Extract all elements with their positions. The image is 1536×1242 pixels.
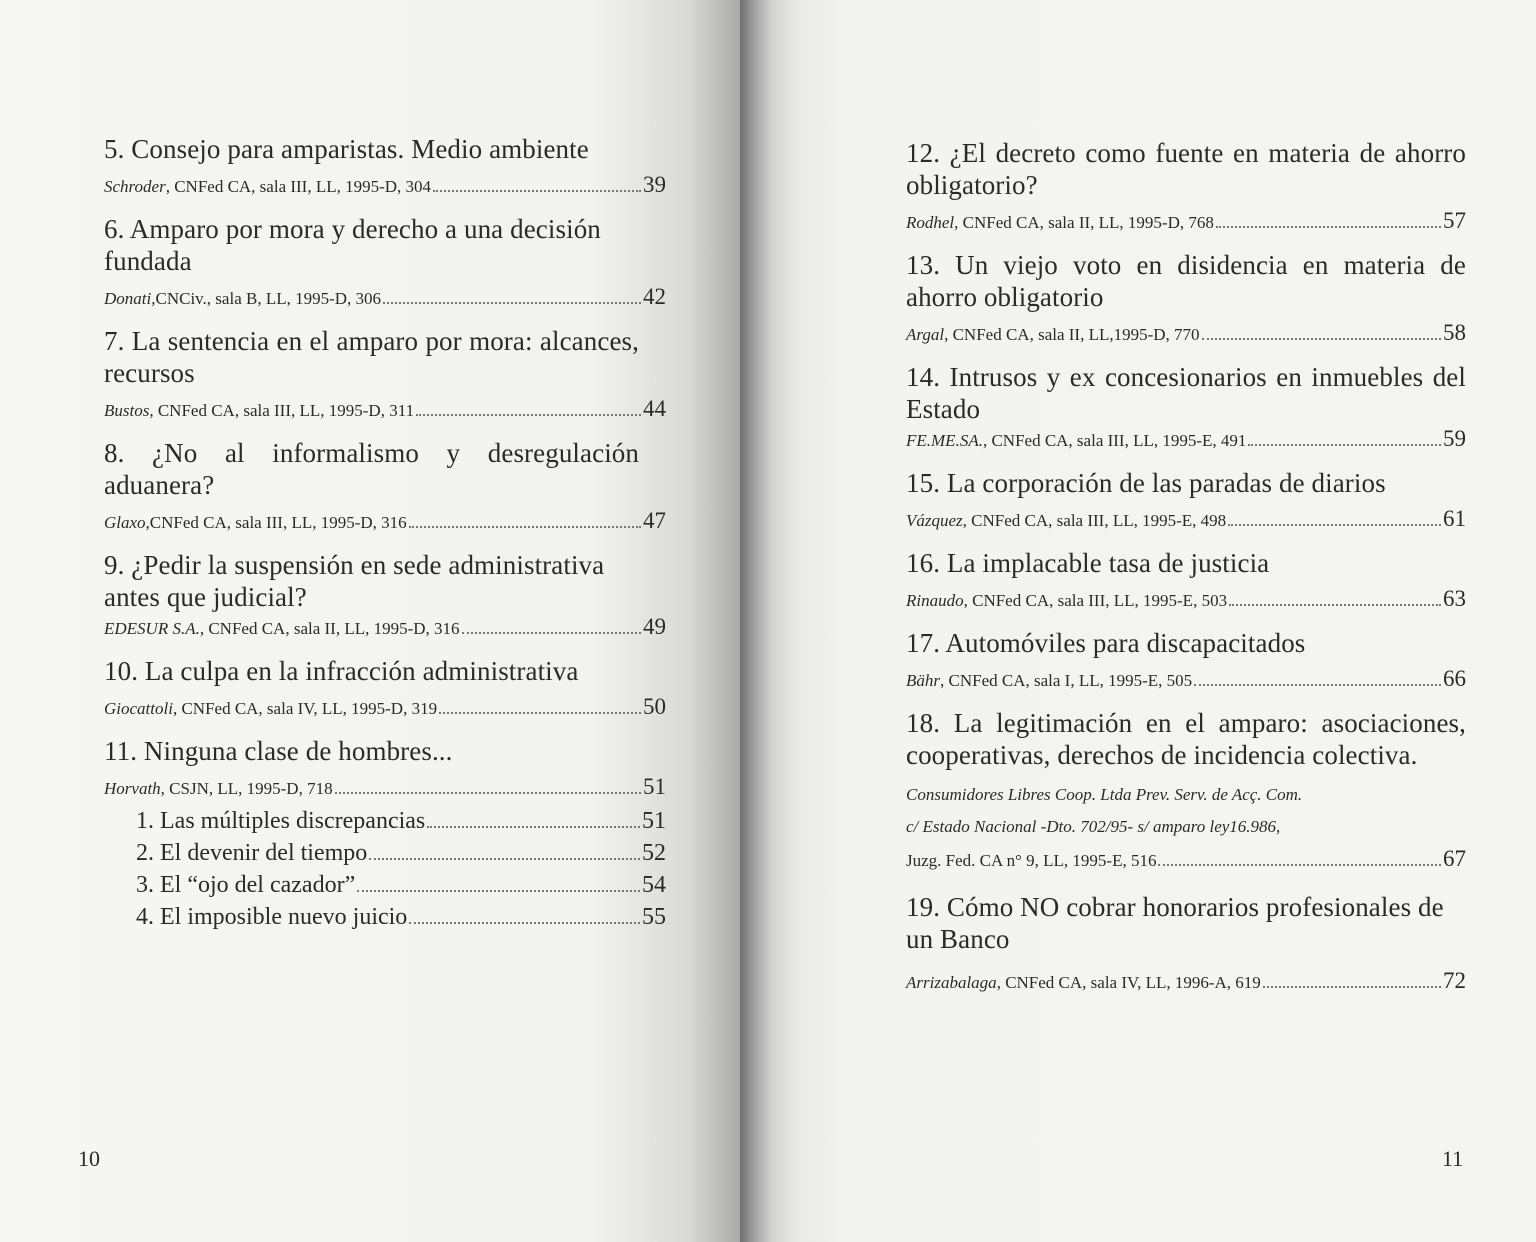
page-number: 52	[642, 840, 666, 866]
page-number: 55	[642, 904, 666, 930]
citation-text: CNFed CA, sala III, LL, 1995-D, 316	[149, 513, 407, 532]
case-name: EDESUR S.A.	[104, 619, 200, 638]
entry-title: 18. La legitimación en el amparo: asociaciones, cooperativas, derechos de incidencia colectiva.	[906, 708, 1466, 770]
entry-citation	[906, 321, 1466, 347]
page-number: 72	[1443, 968, 1466, 993]
citation-text: Juzg. Fed. CA n° 9, LL, 1995-E, 516	[906, 851, 1157, 870]
toc-subitem	[104, 901, 666, 933]
citation-text: , CNFed CA, sala IV, LL, 1995-D, 319	[172, 699, 438, 718]
entry-citation	[906, 667, 1466, 693]
page-number: 63	[1443, 586, 1466, 611]
dot-leader	[1194, 684, 1441, 686]
case-name: Bustos	[104, 401, 150, 420]
dot-leader	[1263, 986, 1441, 988]
dot-leader	[433, 190, 641, 192]
right-toc-column	[906, 137, 1466, 995]
entry-citation	[906, 507, 1466, 533]
citation-text: , CNFed CA, sala III, LL, 1995-E, 491	[982, 431, 1247, 450]
case-name: Glaxo,	[104, 513, 150, 532]
entry-title: 12. ¿El decreto como fuente en materia de ahorro obligatorio?	[906, 138, 1466, 200]
case-name: Bähr	[906, 671, 940, 690]
citation-text: , CNFed CA, sala I, LL, 1995-E, 505	[940, 671, 1193, 690]
page-number: 67	[1443, 846, 1466, 871]
page-number: 54	[642, 872, 666, 898]
citation-text: , CSJN, LL, 1995-D, 718	[160, 779, 333, 798]
case-name: Argal	[906, 325, 945, 344]
dot-leader	[439, 712, 641, 714]
page-number: 50	[643, 694, 666, 719]
dot-leader	[427, 826, 640, 828]
dot-leader	[1202, 338, 1441, 340]
dot-leader	[369, 858, 640, 860]
toc-entry-17	[906, 627, 1466, 693]
entry-citation	[906, 427, 1466, 453]
entry-title: 17. Automóviles para discapacitados	[906, 628, 1306, 658]
toc-entry-10	[104, 655, 666, 721]
citation-text: , CNFed CA, sala III, LL, 1995-D, 311	[149, 401, 415, 420]
citation-text: , CNFed CA, sala III, LL, 1995-E, 503	[963, 591, 1228, 610]
citation-text: , CNFed CA, sala IV, LL, 1996-A, 619	[996, 973, 1261, 992]
page-number: 47	[643, 508, 666, 533]
toc-entry-7	[104, 325, 666, 423]
dot-leader	[409, 922, 640, 924]
citation-text: , CNFed CA, sala II, LL, 1995-D, 768	[954, 213, 1214, 232]
case-name: Schroder	[104, 177, 166, 196]
citation-text: , CNFed CA, sala III, LL, 1995-D, 304	[165, 177, 432, 196]
toc-entry-14	[906, 361, 1466, 453]
case-name: Arrizabalaga	[906, 973, 997, 992]
toc-entry-8	[104, 437, 666, 535]
citation-text: , CNFed CA, sala III, LL, 1995-E, 498	[962, 511, 1227, 530]
entry-title: 9. ¿Pedir la suspensión en sede administrativa antes que judicial?	[104, 550, 605, 612]
page-number: 49	[643, 614, 666, 639]
entry-title: 6. Amparo por mora y derecho a una decisión fundada	[104, 214, 601, 276]
page-number: 44	[643, 396, 666, 421]
dot-leader	[1158, 864, 1441, 866]
page-number-right: 11	[1442, 1146, 1464, 1171]
entry-title: 14. Intrusos y ex concesionarios en inmuebles del Estado	[906, 362, 1466, 424]
toc-entry-11	[104, 735, 666, 801]
entry-citation	[104, 397, 666, 423]
toc-subitem	[104, 805, 666, 837]
right-page	[740, 0, 1536, 1242]
dot-leader	[357, 890, 640, 892]
subitem-label: 4. El imposible nuevo juicio	[136, 904, 408, 930]
citation-text: CNCiv., sala B, LL, 1995-D, 306	[155, 289, 382, 308]
entry-citation	[104, 285, 666, 311]
page-number: 59	[1443, 426, 1466, 451]
page-number: 51	[642, 808, 666, 834]
entry-citation	[906, 779, 1466, 877]
case-name: Rinaudo	[906, 591, 964, 610]
entry-title: 13. Un viejo voto en disidencia en materia de ahorro obligatorio	[906, 250, 1466, 312]
dot-leader	[335, 792, 641, 794]
toc-entry-9	[104, 549, 666, 641]
entry-title: 5. Consejo para amparistas. Medio ambiente	[104, 134, 589, 164]
page-number: 42	[643, 284, 666, 309]
citation-line: Consumidores Libres Coop. Ltda Prev. Serv. de Acç. Com.	[906, 785, 1303, 804]
page-number: 58	[1443, 320, 1466, 345]
entry-citation	[906, 209, 1466, 235]
toc-entry-6	[104, 213, 666, 311]
dot-leader	[1228, 524, 1441, 526]
toc-entry-13	[906, 249, 1466, 347]
case-name: Horvath	[104, 779, 161, 798]
toc-subitem	[104, 837, 666, 869]
toc-entry-16	[906, 547, 1466, 613]
entry-title: 8. ¿No al informalismo y desregulación aduanera?	[104, 438, 639, 500]
dot-leader	[383, 302, 641, 304]
toc-entry-15	[906, 467, 1466, 533]
case-name: Vázquez	[906, 511, 963, 530]
entry-title: 19. Cómo NO cobrar honorarios profesionales de un Banco	[906, 892, 1444, 954]
entry-citation	[104, 509, 666, 535]
dot-leader	[1248, 444, 1441, 446]
case-name: FE.ME.SA.	[906, 431, 983, 450]
page-number: 66	[1443, 666, 1466, 691]
toc-entry-5	[104, 133, 666, 199]
page-number: 57	[1443, 208, 1466, 233]
entry-citation	[906, 969, 1466, 995]
dot-leader	[1216, 226, 1441, 228]
entry-citation	[104, 615, 666, 641]
entry-title: 11. Ninguna clase de hombres...	[104, 736, 453, 766]
page-number-left: 10	[78, 1146, 100, 1171]
citation-last-line	[906, 843, 1466, 877]
page-number: 61	[1443, 506, 1466, 531]
entry-citation	[104, 775, 666, 801]
dot-leader	[416, 414, 641, 416]
left-page	[0, 0, 740, 1242]
entry-title: 10. La culpa en la infracción administrativa	[104, 656, 579, 686]
entry-citation	[906, 587, 1466, 613]
citation-text: , CNFed CA, sala II, LL,1995-D, 770	[944, 325, 1200, 344]
entry-title: 7. La sentencia en el amparo por mora: alcances, recursos	[104, 326, 639, 388]
citation-line: c/ Estado Nacional -Dto. 702/95- s/ amparo ley16.986,	[906, 817, 1281, 836]
toc-subitem	[104, 869, 666, 901]
citation-text: , CNFed CA, sala II, LL, 1995-D, 316	[199, 619, 460, 638]
dot-leader	[462, 632, 641, 634]
toc-entry-18	[906, 707, 1466, 877]
entry-citation	[104, 173, 666, 199]
dot-leader	[409, 526, 641, 528]
left-toc-column	[104, 133, 666, 933]
case-name: Donati,	[104, 289, 156, 308]
toc-entry-19	[906, 891, 1466, 995]
dot-leader	[1229, 604, 1441, 606]
entry-title: 16. La implacable tasa de justicia	[906, 548, 1270, 578]
subitem-label: 1. Las múltiples discrepancias	[136, 808, 426, 834]
page-number: 51	[643, 774, 666, 799]
case-name: Giocattoli	[104, 699, 173, 718]
case-name: Rodhel	[906, 213, 955, 232]
entry-citation	[104, 695, 666, 721]
toc-entry-12	[906, 137, 1466, 235]
subitem-label: 2. El devenir del tiempo	[136, 840, 368, 866]
page-number: 39	[643, 172, 666, 197]
entry-title: 15. La corporación de las paradas de diarios	[906, 468, 1386, 498]
subitem-label: 3. El “ojo del cazador”	[136, 872, 356, 898]
